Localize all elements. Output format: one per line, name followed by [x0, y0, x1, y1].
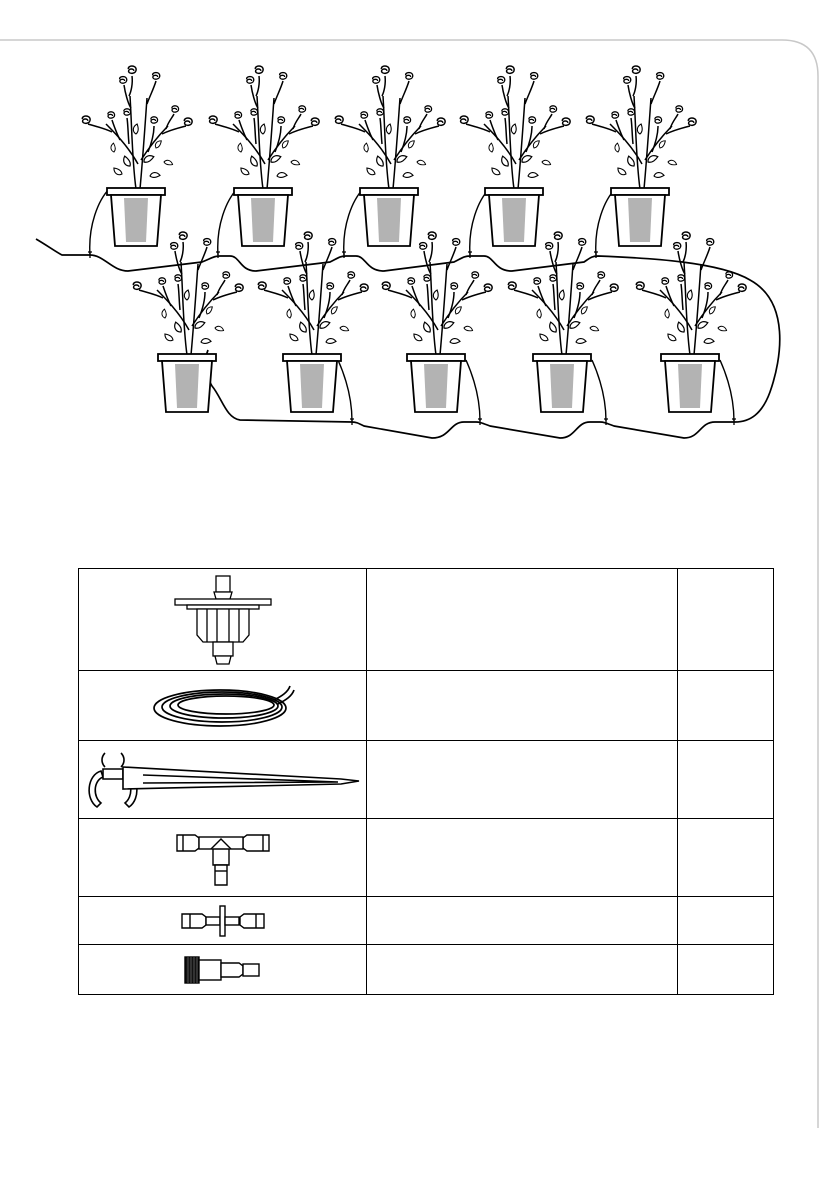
part-description: [367, 819, 678, 897]
part-image-cell: [79, 671, 367, 741]
part-image-cell: [79, 897, 367, 945]
potted-plant: [460, 66, 570, 246]
part-quantity: [678, 945, 774, 995]
table-row: [79, 741, 774, 819]
table-row: [79, 897, 774, 945]
part-description: [367, 741, 678, 819]
part-image-cell: [79, 741, 367, 819]
part-description: [367, 945, 678, 995]
table-row: [79, 569, 774, 671]
t-connector-icon: [173, 825, 273, 891]
potted-plant: [335, 66, 445, 246]
potted-plant: [133, 232, 243, 412]
return-tubing: [206, 350, 735, 438]
irrigation-diagram: [0, 0, 840, 480]
part-description: [367, 897, 678, 945]
table-row: [79, 945, 774, 995]
part-description: [367, 569, 678, 671]
tubing-coil-icon: [148, 678, 298, 734]
potted-plant: [209, 66, 319, 246]
part-quantity: [678, 819, 774, 897]
part-quantity: [678, 741, 774, 819]
table-row: [79, 671, 774, 741]
ground-stake-icon: [83, 747, 363, 813]
part-image-cell: [79, 945, 367, 995]
drip-emitter-icon: [173, 572, 273, 668]
parts-table: [78, 568, 774, 995]
part-quantity: [678, 897, 774, 945]
potted-plant: [258, 232, 368, 412]
part-image-cell: [79, 569, 367, 671]
part-quantity: [678, 569, 774, 671]
straight-connector-icon: [180, 904, 266, 938]
potted-plant: [586, 66, 696, 246]
table-row: [79, 819, 774, 897]
part-quantity: [678, 671, 774, 741]
potted-plant: [82, 66, 192, 246]
part-image-cell: [79, 819, 367, 897]
part-description: [367, 671, 678, 741]
tap-adapter-icon: [183, 953, 263, 987]
